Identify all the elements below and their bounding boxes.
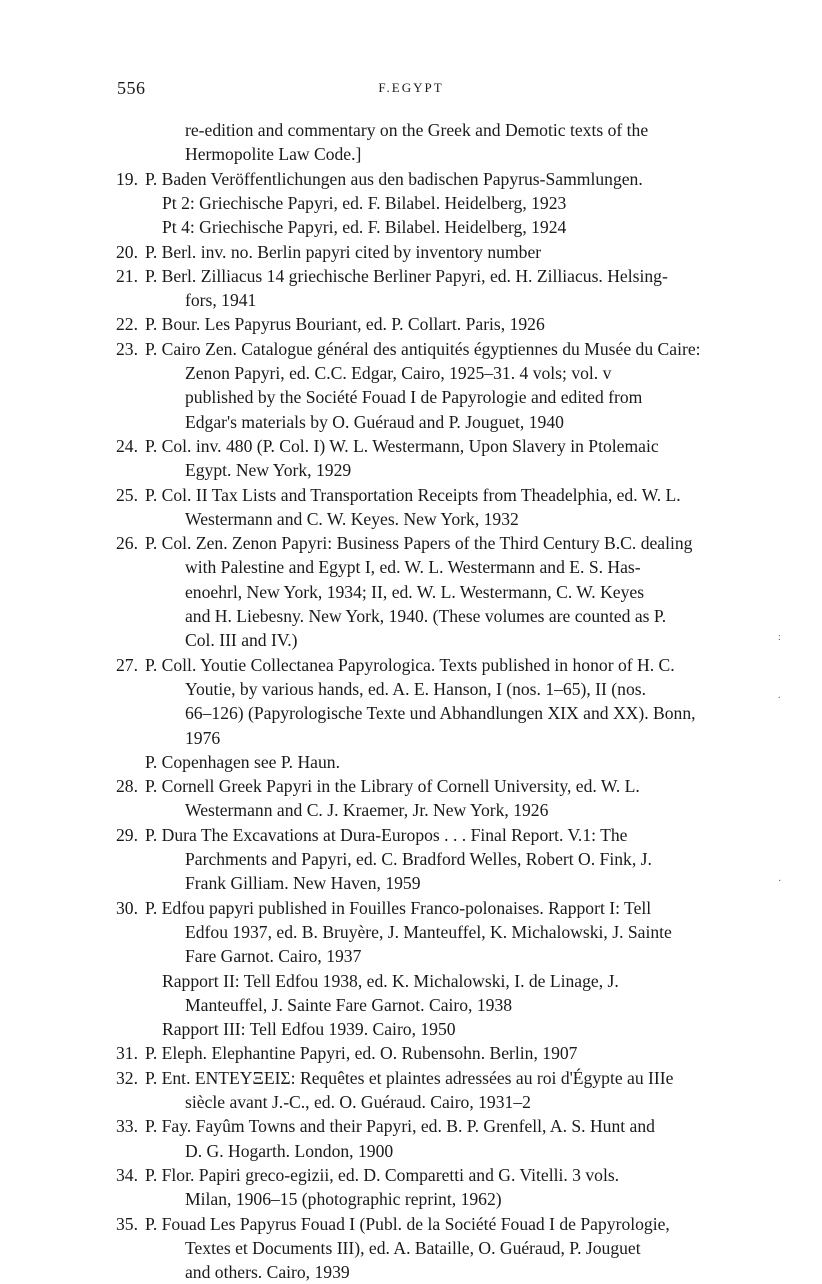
entry-line: 66–126) (Papyrologische Texte und Abhandlungen XIX and XX). Bonn, [185,703,696,724]
entry-line: Zenon Papyri, ed. C.C. Edgar, Cairo, 1925–31. 4 vols; vol. v [185,363,612,383]
entry-number: 20. [116,241,138,262]
entry-line: P. Berl. inv. no. Berlin papyri cited by inventory number [145,241,542,262]
entry-line: P. Ent. ENTEYΞΕΙΣ: Requêtes et plaintes adressées au roi d'Égypte au IIIe [145,1067,674,1088]
entry-line: Parchments and Papyri, ed. C. Bradford Welles, Robert O. Fink, J. [185,849,652,869]
entry-line: Westermann and C. W. Keyes. New York, 1932 [185,508,519,529]
entry-line: D. G. Hogarth. London, 1900 [185,1140,394,1161]
entry-line: 1976 [185,727,221,748]
entry-number: 24. [116,435,138,456]
entry-line: P. Fouad Les Papyrus Fouad I (Publ. de la Société Fouad I de Papyrologie, [145,1213,670,1234]
entry-line: P. Baden Veröffentlichungen aus den badischen Papyrus-Sammlungen. [145,168,643,189]
entry-line: Frank Gilliam. New Haven, 1959 [185,873,421,894]
entry-number: 25. [116,484,138,505]
entry-number: 22. [116,314,138,335]
entry-number: 27. [116,654,138,675]
entry-line: P. Copenhagen see P. Haun. [145,751,340,772]
entry-line: Pt 2: Griechische Papyri, ed. F. Bilabel. Heidelberg, 1923 [162,192,567,213]
entry-line: P. Coll. Youtie Collectanea Papyrologica. Texts published in honor of H. C. [145,654,675,675]
entry-line: Westermann and C. J. Kraemer, Jr. New York, 1926 [185,800,549,821]
entry-number: 19. [116,168,138,189]
entry-number: 33. [116,1116,138,1137]
entry-line: fors, 1941 [185,290,257,311]
entry-line: P. Cairo Zen. Catalogue général des antiquités égyptiennes du Musée du Caire: [145,338,701,359]
entry-line: Rapport III: Tell Edfou 1939. Cairo, 1950 [162,1019,456,1040]
entry-line: published by the Société Fouad I de Papyrologie and edited from [185,387,643,408]
entry-line: P. Col. Zen. Zenon Papyri: Business Papers of the Third Century B.C. dealing [145,533,693,554]
entry-line: Textes et Documents III), ed. A. Bataille, O. Guéraud, P. Jouguet [185,1237,641,1258]
entry-number: 31. [116,1043,138,1064]
entry-line: Egypt. New York, 1929 [185,460,352,481]
entry-number: 28. [116,776,138,797]
stray-mark: : [778,632,781,643]
entry-line: Milan, 1906–15 (photographic reprint, 1962) [185,1189,502,1210]
entry-line: P. Flor. Papiri greco-egizii, ed. D. Comparetti and G. Vitelli. 3 vols. [145,1164,620,1185]
entry-line: P. Fay. Fayûm Towns and their Papyri, ed. B. P. Grenfell, A. S. Hunt and [145,1116,655,1137]
stray-mark: . [778,690,781,701]
entry-line: P. Col. II Tax Lists and Transportation Receipts from Theadelphia, ed. W. L. [145,484,681,505]
entry-line: P. Edfou papyri published in Fouilles Franco-polonaises. Rapport I: Tell [145,897,652,918]
entry-line: P. Berl. Zilliacus 14 griechische Berliner Papyri, ed. H. Zilliacus. Helsing- [145,265,668,286]
entry-line: and others. Cairo, 1939 [185,1262,350,1283]
entry-line: P. Col. inv. 480 (P. Col. I) W. L. Westermann, Upon Slavery in Ptolemaic [145,435,659,456]
entry-line: Pt 4: Griechische Papyri, ed. F. Bilabel. Heidelberg, 1924 [162,217,567,238]
entry-number: 32. [116,1067,138,1088]
entry-line: Edfou 1937, ed. B. Bruyère, J. Manteuffel, K. Michalowski, J. Sainte [185,921,672,942]
entry-line: and H. Liebesny. New York, 1940. (These volumes are counted as P. [185,606,667,626]
entry-number: 21. [116,265,138,286]
stray-mark: · [778,876,782,887]
entry-number: 26. [116,533,138,554]
entry-line: Manteuffel, J. Sainte Fare Garnot. Cairo, 1938 [185,994,513,1015]
entry-number: 35. [116,1213,138,1234]
entry-line: enoehrl, New York, 1934; II, ed. W. L. Westermann, C. W. Keyes [185,581,645,602]
entry-line: re-edition and commentary on the Greek and Demotic texts of the [185,120,649,140]
entry-number: 23. [116,338,138,359]
page-number: 556 [117,78,146,98]
entry-number: 29. [116,824,138,845]
entry-line: siècle avant J.-C., ed. O. Guéraud. Cairo, 1931–2 [185,1092,531,1112]
entry-line: Hermopolite Law Code.] [185,144,362,165]
entry-line: Rapport II: Tell Edfou 1938, ed. K. Michalowski, I. de Linage, J. [162,970,619,991]
entry-line: Edgar's materials by O. Guéraud and P. Jouguet, 1940 [185,411,564,432]
entry-line: P. Bour. Les Papyrus Bouriant, ed. P. Collart. Paris, 1926 [145,314,545,335]
entry-line: P. Eleph. Elephantine Papyri, ed. O. Rubensohn. Berlin, 1907 [145,1043,578,1064]
entry-line: Youtie, by various hands, ed. A. E. Hanson, I (nos. 1–65), II (nos. [185,678,646,699]
entry-line: P. Cornell Greek Papyri in the Library of Cornell University, ed. W. L. [145,776,640,797]
entry-line: P. Dura The Excavations at Dura-Europos . . . Final Report. V.1: The [145,824,628,845]
entry-number: 34. [116,1164,138,1185]
entry-number: 30. [116,897,138,918]
entry-line: Fare Garnot. Cairo, 1937 [185,946,362,967]
entry-line: Col. III and IV.) [185,630,298,651]
running-head: F.EGYPT [378,80,444,95]
entry-line: with Palestine and Egypt I, ed. W. L. Westermann and E. S. Has- [185,557,641,578]
